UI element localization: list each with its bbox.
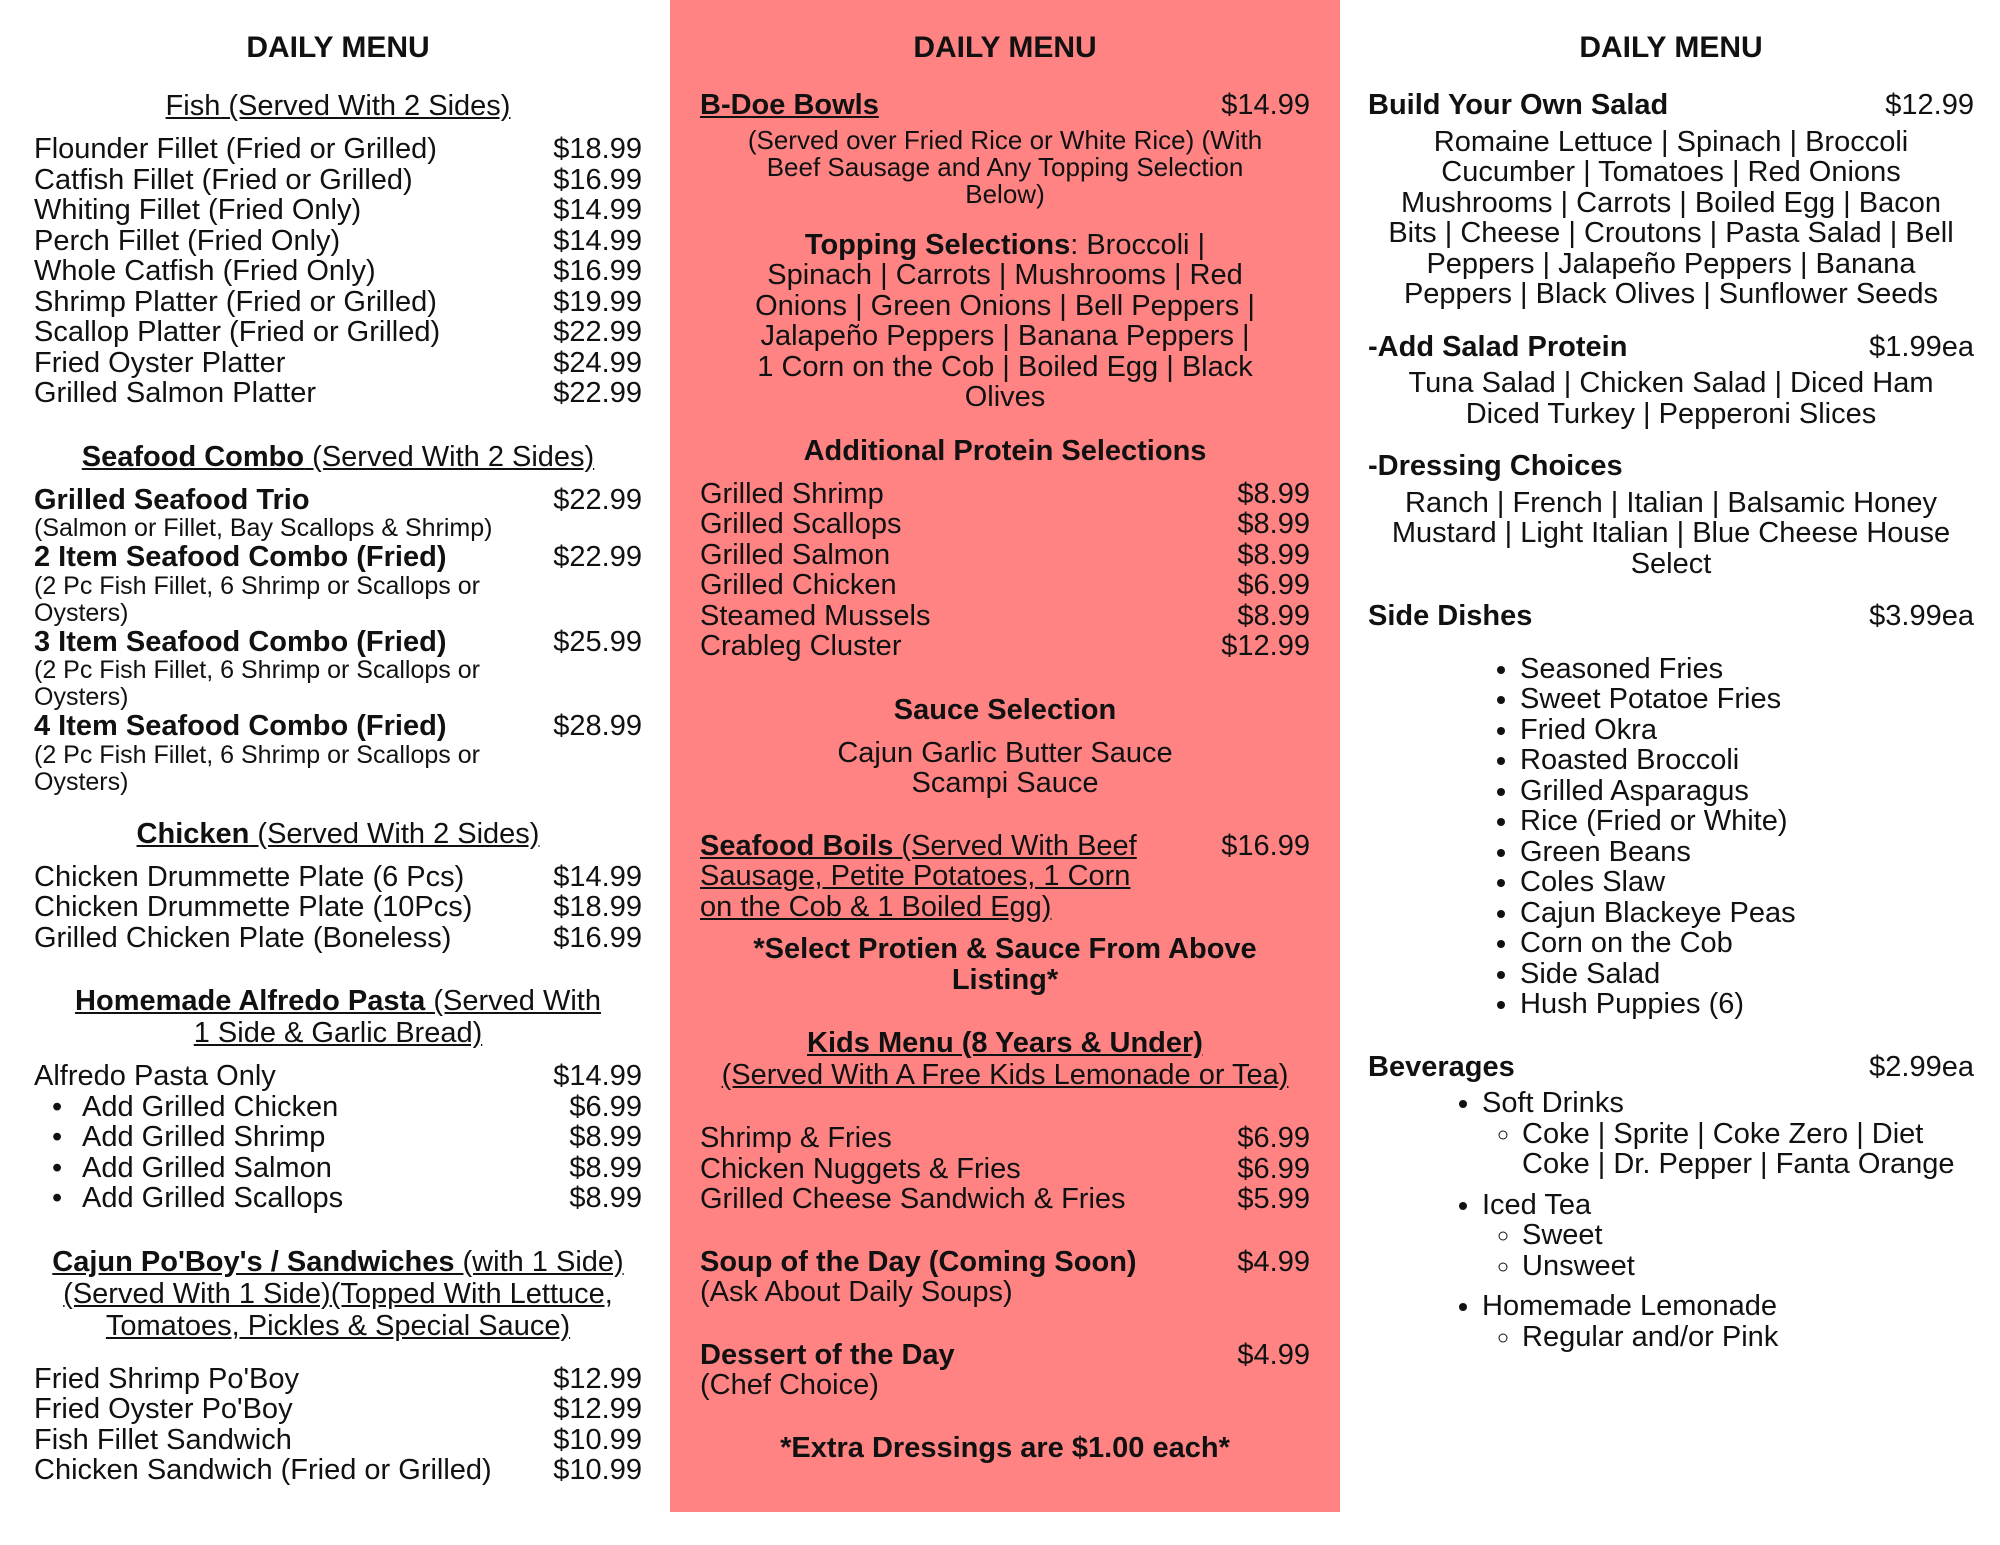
item-price: $14.99 <box>553 860 642 893</box>
item-price: $28.99 <box>553 710 642 742</box>
side-dishes-list <box>1368 654 1974 1020</box>
item-text: -Add Salad Protein <box>1368 330 1628 363</box>
item-text: Chicken Nuggets & Fries <box>700 1152 1021 1185</box>
item-description: (2 Pc Fish Fillet, 6 Shrimp or Scallops or Oysters) <box>34 740 480 796</box>
list-item: • Green Beans <box>1520 837 1974 868</box>
item-price: $1.99ea <box>1869 330 1974 363</box>
list-item: ◦ Sweet <box>1522 1220 1974 1251</box>
item-price: $18.99 <box>553 891 642 923</box>
item-price: $4.99 <box>1237 1245 1310 1278</box>
seafood-boils <box>700 831 1310 923</box>
item-text: Grilled Shrimp <box>700 477 884 510</box>
item-text: Flounder Fillet (Fried or Grilled) <box>34 133 437 165</box>
item-text: Grilled Chicken Plate (Boneless) <box>34 921 452 954</box>
item-text: Side Dishes <box>1368 600 1533 632</box>
item-price: $24.99 <box>553 346 642 379</box>
item-text: Chicken Drummette Plate (6 Pcs) <box>34 860 465 893</box>
topping-selections <box>700 230 1310 413</box>
beverages-heading <box>1368 1052 1974 1083</box>
select-note: *Select Protien & Sauce From Above Listing* <box>753 933 1257 996</box>
item-text: (Served With 2 Sides) <box>220 90 511 122</box>
list-item: • Fried Okra <box>1520 715 1974 746</box>
item-text: Homemade Lemonade <box>1482 1290 1778 1322</box>
list-item: • Roasted Broccoli <box>1520 745 1974 776</box>
menu-item <box>700 570 1310 601</box>
list-item: ◦ Coke | Sprite | Coke Zero | Diet Coke | Dr. Pepper | Fanta Orange <box>1522 1119 1974 1180</box>
menu-item <box>700 509 1310 540</box>
list-item: • Rice (Fried or White) <box>1520 806 1974 837</box>
list-item: ◦ Unsweet <box>1522 1251 1974 1282</box>
item-price: $22.99 <box>553 483 642 516</box>
alfredo-list <box>34 1061 642 1214</box>
item-price: $16.99 <box>553 163 642 196</box>
item-text: 4 Item Seafood Combo (Fried) <box>34 710 447 742</box>
dressing-heading <box>1368 451 1974 482</box>
item-text: • Add Grilled Scallops <box>34 1183 343 1214</box>
beverage-group <box>1482 1291 1974 1352</box>
item-price: $8.99 <box>1237 599 1310 632</box>
menu-item <box>34 862 642 893</box>
sauce-item: Cajun Garlic Butter Sauce <box>837 736 1173 769</box>
item-text: Fish <box>165 90 221 122</box>
item-text: (with 1 Side) <box>454 1245 624 1278</box>
salad-protein-heading <box>1368 332 1974 363</box>
item-text: 2 Item Seafood Combo (Fried) <box>34 541 447 573</box>
menu-item <box>34 287 642 318</box>
item-price: $22.99 <box>553 377 642 409</box>
item-text: (Served With 1 Side)(Topped With Lettuce, Tomatoes, Pickles & Special Sauce) <box>63 1277 613 1342</box>
menu-item <box>700 631 1310 662</box>
fish-heading <box>34 90 642 122</box>
item-price: $12.99 <box>1885 89 1974 121</box>
chicken-list <box>34 862 642 954</box>
item-price: $8.99 <box>569 1121 642 1153</box>
item-text: Fried Oyster Platter <box>34 346 286 379</box>
item-price: $18.99 <box>553 133 642 165</box>
item-text: Iced Tea <box>1482 1188 1592 1221</box>
menu-item <box>700 1184 1310 1215</box>
item-text: Grilled Chicken <box>700 569 897 601</box>
salad-ingredients: Romaine Lettuce | Spinach | Broccoli Cucumber | Tomatoes | Red Onions Mushrooms | Carrots | Boiled Egg | Bacon Bits | Cheese | Croutons | Pasta Salad | Bell Peppers | Jalapeño Peppers | Banana Peppers | Black Olives | Sunflower Seeds <box>1388 125 1954 310</box>
list-item: • Grilled Asparagus <box>1520 776 1974 807</box>
item-text: Soft Drinks <box>1482 1087 1624 1119</box>
item-description: (Salmon or Fillet, Bay Scallops & Shrimp) <box>34 514 493 542</box>
item-price: $19.99 <box>553 285 642 318</box>
item-text: • Add Grilled Salmon <box>34 1153 332 1184</box>
poboy-list <box>34 1364 642 1486</box>
side-dishes-heading <box>1368 601 1974 632</box>
menu-item <box>700 540 1310 571</box>
menu-item <box>34 1425 642 1456</box>
list-item: ◦ Regular and/or Pink <box>1522 1322 1974 1353</box>
menu-item <box>700 479 1310 510</box>
item-text: Shrimp Platter (Fried or Grilled) <box>34 285 437 318</box>
addon-item <box>34 1153 642 1184</box>
item-text: Beverages <box>1368 1050 1515 1083</box>
item-text: -Dressing Choices <box>1368 450 1623 482</box>
protein-list <box>700 479 1310 662</box>
item-price: $8.99 <box>569 1182 642 1214</box>
menu-item <box>34 348 642 379</box>
list-item: • Sweet Potatoe Fries <box>1520 684 1974 715</box>
item-price: $8.99 <box>1237 508 1310 540</box>
item-text: • Add Grilled Shrimp <box>34 1122 325 1153</box>
beverage-group <box>1482 1190 1974 1292</box>
poboy-heading <box>34 1246 642 1278</box>
salad-heading <box>1368 90 1974 121</box>
item-price: $6.99 <box>569 1090 642 1123</box>
menu-column-center <box>670 0 1340 1512</box>
column-title: DAILY MENU <box>1579 31 1763 64</box>
item-text: 3 Item Seafood Combo (Fried) <box>34 625 447 658</box>
item-price: $16.99 <box>1221 829 1310 862</box>
menu-item <box>34 226 642 257</box>
item-text: Homemade Alfredo Pasta <box>75 985 426 1017</box>
menu-item <box>700 601 1310 632</box>
item-price: $22.99 <box>553 316 642 348</box>
menu-item <box>700 1123 1310 1154</box>
seafood-combo-heading <box>34 441 642 473</box>
item-text: (Served With 2 Sides) <box>304 440 595 473</box>
kids-heading: Kids Menu (8 Years & Under) <box>807 1027 1203 1059</box>
item-text: Grilled Seafood Trio <box>34 483 310 516</box>
item-text: Grilled Cheese Sandwich & Fries <box>700 1183 1126 1215</box>
dessert-note: (Chef Choice) <box>700 1369 879 1401</box>
menu-item <box>34 134 642 165</box>
kids-list <box>700 1123 1310 1215</box>
list-item: • Side Salad <box>1520 959 1974 990</box>
menu-item <box>34 627 642 658</box>
item-price: $6.99 <box>1237 1152 1310 1185</box>
item-text: B-Doe Bowls <box>700 89 879 121</box>
menu-item <box>34 1455 642 1486</box>
item-text: Fried Shrimp Po'Boy <box>34 1362 300 1395</box>
menu-item <box>34 1061 642 1092</box>
item-price: $12.99 <box>553 1393 642 1425</box>
beverages-list <box>1368 1088 1974 1352</box>
item-text: : Broccoli | Spinach | Carrots | Mushrooms | Red Onions | Green Onions | Bell Peppers | Jalapeño Peppers | Banana Peppers | 1 Corn on the Cob | Boiled Egg | Black Olives <box>755 228 1255 413</box>
item-price: $14.99 <box>553 1060 642 1092</box>
menu-item <box>34 165 642 196</box>
item-text: Build Your Own Salad <box>1368 89 1669 121</box>
item-text: Grilled Salmon Platter <box>34 377 317 409</box>
item-price: $12.99 <box>553 1362 642 1395</box>
item-price: $16.99 <box>553 921 642 954</box>
item-description: (2 Pc Fish Fillet, 6 Shrimp or Scallops or Oysters) <box>34 656 480 711</box>
menu-item <box>34 711 642 742</box>
item-text: Crableg Cluster <box>700 630 902 662</box>
item-text: Chicken Drummette Plate (10Pcs) <box>34 891 473 923</box>
item-price: $14.99 <box>553 194 642 226</box>
menu-item <box>34 195 642 226</box>
sauce-item: Scampi Sauce <box>911 767 1099 799</box>
column-title: DAILY MENU <box>246 31 430 64</box>
menu-item <box>34 1364 642 1395</box>
soup-of-day <box>700 1247 1310 1278</box>
alfredo-heading <box>34 985 642 1049</box>
item-text: Steamed Mussels <box>700 599 931 632</box>
item-price: $10.99 <box>553 1423 642 1456</box>
item-text: Scallop Platter (Fried or Grilled) <box>34 316 441 348</box>
item-text: Topping Selections <box>804 228 1071 261</box>
menu-item <box>34 256 642 287</box>
item-price: $12.99 <box>1221 630 1310 662</box>
dessert-of-day <box>700 1340 1310 1371</box>
menu-column-left <box>0 0 668 1486</box>
sauce-heading: Sauce Selection <box>893 693 1117 726</box>
item-text: Seafood Boils <box>700 829 894 862</box>
bowls-note: (Served over Fried Rice or White Rice) (With Beef Sausage and Any Topping Selection Below) <box>747 124 1263 209</box>
extra-dressings-note: *Extra Dressings are $1.00 each* <box>780 1431 1230 1464</box>
item-text: Whole Catfish (Fried Only) <box>34 255 376 287</box>
menu-item <box>34 485 642 516</box>
item-price: $10.99 <box>553 1454 642 1486</box>
item-text: Soup of the Day (Coming Soon) <box>700 1245 1137 1278</box>
item-price: $6.99 <box>1237 569 1310 601</box>
item-description: (2 Pc Fish Fillet, 6 Shrimp or Scallops or Oysters) <box>34 571 480 627</box>
list-item: • Hush Puppies (6) <box>1520 989 1974 1020</box>
soup-note: (Ask About Daily Soups) <box>700 1276 1013 1308</box>
menu-item <box>34 378 642 409</box>
item-price: $16.99 <box>553 255 642 287</box>
fish-list <box>34 134 642 409</box>
item-price: $4.99 <box>1237 1338 1310 1371</box>
menu-item <box>700 1154 1310 1185</box>
item-text: (Served With 2 Sides) <box>249 817 540 850</box>
item-price: $8.99 <box>569 1151 642 1184</box>
menu-item <box>34 542 642 573</box>
combo-list <box>34 485 642 796</box>
item-text: (Served With 1 Side & Garlic Bread) <box>193 985 601 1049</box>
chicken-heading <box>34 818 642 850</box>
item-text: Grilled Salmon <box>700 538 891 571</box>
item-text: • Add Grilled Chicken <box>34 1092 338 1123</box>
addon-item <box>34 1092 642 1123</box>
kids-subheading: (Served With A Free Kids Lemonade or Tea) <box>721 1059 1289 1091</box>
item-price: $5.99 <box>1237 1183 1310 1215</box>
beverage-group <box>1482 1088 1974 1190</box>
item-text: Dessert of the Day <box>700 1338 955 1371</box>
menu-item <box>34 892 642 923</box>
item-price: $2.99ea <box>1869 1050 1974 1083</box>
item-text: Seafood Combo <box>81 440 305 473</box>
item-price: $8.99 <box>1237 538 1310 571</box>
item-text: Perch Fillet (Fried Only) <box>34 224 341 257</box>
item-price: $14.99 <box>553 224 642 257</box>
item-text: Grilled Scallops <box>700 508 902 540</box>
item-price: $14.99 <box>1221 89 1310 121</box>
item-price: $22.99 <box>553 541 642 573</box>
item-text: Fried Oyster Po'Boy <box>34 1393 293 1425</box>
item-text: Shrimp & Fries <box>700 1122 892 1154</box>
item-text: Cajun Po'Boy's / Sandwiches <box>52 1245 455 1278</box>
protein-heading: Additional Protein Selections <box>803 434 1207 467</box>
list-item: • Seasoned Fries <box>1520 654 1974 685</box>
menu-item <box>34 923 642 954</box>
salad-protein-options: Tuna Salad | Chicken Salad | Diced Ham Diced Turkey | Pepperoni Slices <box>1408 367 1934 430</box>
addon-item <box>34 1122 642 1153</box>
list-item: • Cajun Blackeye Peas <box>1520 898 1974 929</box>
menu-item <box>34 317 642 348</box>
item-text: (Served With Beef Sausage, Petite Potatoes, 1 Corn on the Cob & 1 Boiled Egg) <box>700 829 1137 923</box>
item-text: Chicken <box>136 817 250 850</box>
item-text: Fish Fillet Sandwich <box>34 1423 292 1456</box>
item-price: $25.99 <box>553 625 642 658</box>
list-item: • Corn on the Cob <box>1520 928 1974 959</box>
poboy-subheading <box>34 1278 642 1342</box>
item-price: $8.99 <box>1237 477 1310 510</box>
item-price: $3.99ea <box>1869 600 1974 632</box>
menu-column-right <box>1340 0 2000 1352</box>
item-price: $6.99 <box>1237 1122 1310 1154</box>
menu-item <box>34 1394 642 1425</box>
column-title: DAILY MENU <box>913 31 1097 64</box>
dressing-options: Ranch | French | Italian | Balsamic Honey Mustard | Light Italian | Blue Cheese House Select <box>1391 486 1951 580</box>
bowls-heading <box>700 90 1310 121</box>
item-text: Chicken Sandwich (Fried or Grilled) <box>34 1454 492 1486</box>
list-item: • Coles Slaw <box>1520 867 1974 898</box>
item-text: Catfish Fillet (Fried or Grilled) <box>34 163 413 196</box>
addon-item <box>34 1183 642 1214</box>
item-text: Whiting Fillet (Fried Only) <box>34 194 362 226</box>
item-text: Alfredo Pasta Only <box>34 1060 276 1092</box>
